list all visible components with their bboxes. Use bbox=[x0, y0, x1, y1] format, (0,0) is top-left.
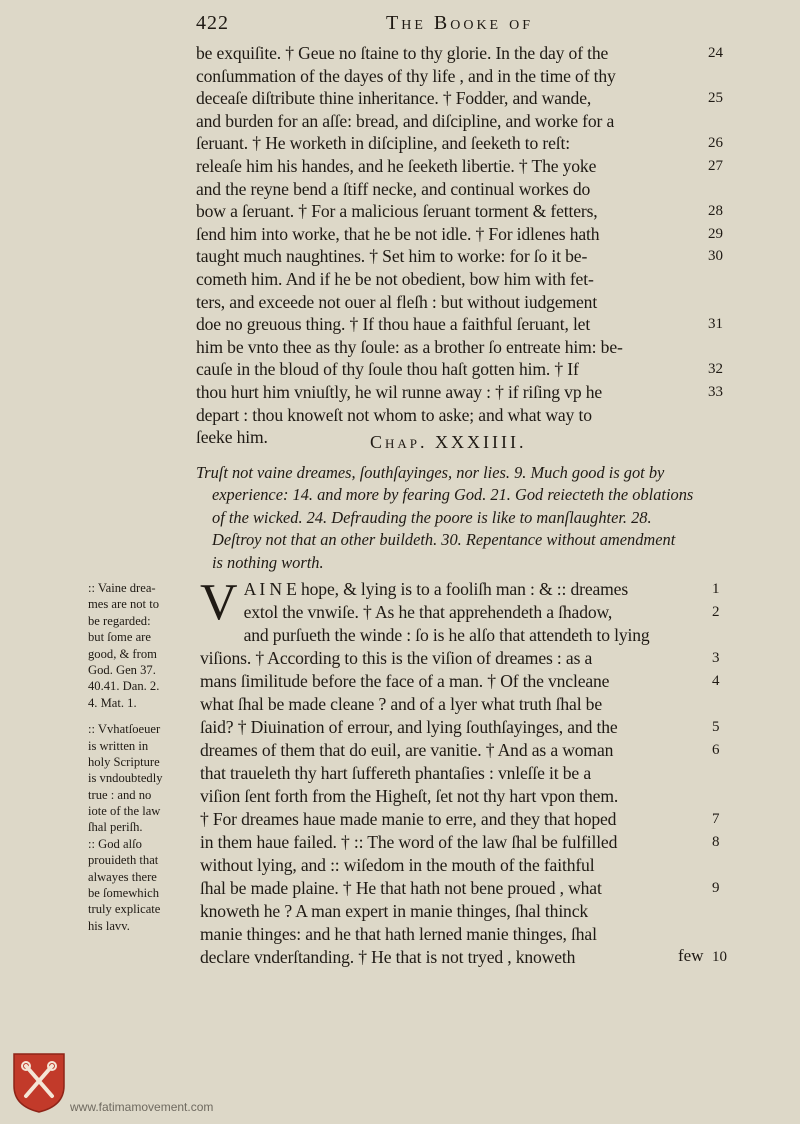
chapter-summary bbox=[196, 462, 740, 574]
catchword: few bbox=[678, 946, 704, 965]
text-line: him be vnto thee as thy ſoule: as a brother ſo entreate him: be- bbox=[196, 336, 623, 357]
summary-line: Deſtroy not that an other buildeth. 30. Repentance without amendment bbox=[212, 530, 676, 550]
margin-note-line: mes are not to bbox=[88, 597, 159, 612]
summary-line: of the wicked. 24. Defrauding the poore is like to manſlaughter. 28. bbox=[212, 507, 652, 527]
verse-number: 26 bbox=[708, 135, 723, 152]
text-line: without lying, and :: wiſedom in the mouth of the faithful bbox=[200, 855, 595, 875]
text-line: bow a ſeruant. † For a malicious ſeruant torment & fetters, bbox=[196, 201, 598, 222]
margin-note-line: 4. Mat. 1. bbox=[88, 695, 137, 710]
text-line: extol the vnwiſe. † As he that apprehendeth a ſhadow, bbox=[243, 602, 613, 622]
text-line: what ſhal be made cleane ? and of a lyer what truth ſhal be bbox=[200, 694, 602, 714]
footer-url: www.fatimamovement.com bbox=[70, 1100, 214, 1114]
text-line: dreames of them that do euil, are vanitie. † And as a woman bbox=[200, 740, 614, 760]
text-line: doe no greuous thing. † If thou haue a faithful ſeruant, let bbox=[196, 314, 591, 335]
papal-seal-icon bbox=[12, 1052, 66, 1114]
text-line: cauſe in the bloud of thy ſoule thou haſt gotten him. † If bbox=[196, 359, 579, 380]
verse-number: 8 bbox=[712, 834, 720, 850]
text-line: mans ſimilitude before the face of a man. † Of the vncleane bbox=[200, 671, 610, 691]
chapter-heading: Chap. XXXIIII. bbox=[370, 432, 527, 452]
page-number: 422 bbox=[196, 12, 229, 34]
text-line: releaſe him his handes, and he ſeeketh libertie. † The yoke bbox=[196, 155, 597, 176]
text-line: and burden for an aſſe: bread, and diſcipline, and worke for a bbox=[196, 110, 615, 131]
chapter-34-text bbox=[200, 574, 706, 969]
running-title: The Booke of bbox=[386, 12, 533, 34]
verse-number: 10 bbox=[712, 949, 727, 965]
text-line: † For dreames haue made manie to erre, and they that hoped bbox=[200, 809, 617, 829]
text-line: deceaſe diſtribute thine inheritance. † Fodder, and wande, bbox=[196, 88, 592, 109]
verse-number: 30 bbox=[708, 248, 723, 265]
margin-note-line: God. Gen 37. bbox=[88, 662, 156, 677]
margin-note-line: alwayes there bbox=[88, 869, 157, 884]
verse-number: 2 bbox=[712, 604, 720, 620]
text-line: knoweth he ? A man expert in manie thinges, ſhal thinck bbox=[200, 901, 589, 921]
summary-line: is nothing worth. bbox=[212, 552, 324, 572]
margin-note-line: is vndoubtedly bbox=[88, 771, 163, 786]
drop-cap: V bbox=[200, 574, 238, 631]
verse-number: 6 bbox=[712, 742, 720, 758]
verse-number: 9 bbox=[712, 880, 720, 896]
text-line: ſaid? † Diuination of errour, and lying ſouthſayinges, and the bbox=[200, 717, 618, 737]
margin-note-line: :: God alſo bbox=[88, 836, 142, 851]
verse-number: 25 bbox=[708, 90, 723, 107]
verse-number: 1 bbox=[712, 581, 720, 597]
margin-note-line: truly explicate bbox=[88, 902, 161, 917]
page-header bbox=[196, 12, 716, 40]
margin-note-line: is written in bbox=[88, 738, 149, 753]
text-line: and purſueth the winde : ſo is he alſo that attendeth to lying bbox=[243, 625, 650, 645]
text-line: ſend him into worke, that he be not idle. † For idlenes hath bbox=[196, 223, 600, 244]
margin-note-line: :: Vaine drea- bbox=[88, 581, 156, 595]
text-line: that traueleth thy hart ſuffereth phantaſies : vnleſſe it be a bbox=[200, 763, 591, 783]
verse-number: 3 bbox=[712, 650, 720, 666]
margin-note-line: his lavv. bbox=[88, 918, 130, 933]
verse-number: 4 bbox=[712, 673, 720, 689]
text-line: ſeruant. † He worketh in diſcipline, and ſeeketh to reſt: bbox=[196, 133, 570, 154]
verse-number: 28 bbox=[708, 203, 723, 220]
margin-notes bbox=[88, 580, 196, 934]
margin-note-line: but ſome are bbox=[88, 630, 151, 645]
text-line: thou hurt him vniuſtly, he wil runne away : † if riſing vp he bbox=[196, 381, 603, 402]
text-line: and the reyne bend a ſtiff necke, and continual workes do bbox=[196, 178, 591, 199]
verse-number: 32 bbox=[708, 361, 723, 378]
margin-note-line: :: Vvhatſoeuer bbox=[88, 722, 161, 737]
text-line: declare vnderſtanding. † He that is not tryed , knoweth bbox=[200, 947, 576, 967]
text-line: in them haue failed. † :: The word of the law ſhal be fulfilled bbox=[200, 832, 618, 852]
margin-note-line: holy Scripture bbox=[88, 754, 160, 769]
text-line: be exquiſite. † Geue no ſtaine to thy glorie. In the day of the bbox=[196, 43, 609, 63]
margin-note-line: be regarded: bbox=[88, 613, 151, 628]
summary-line: experience: 14. and more by fearing God. 21. God reiecteth the oblations bbox=[212, 485, 694, 505]
text-line: taught much naughtines. † Set him to worke: for ſo it be- bbox=[196, 246, 588, 267]
margin-note-line: good, & from bbox=[88, 646, 157, 661]
text-line: A I N E hope, & lying is to a fooliſh man : & :: dreames bbox=[243, 579, 629, 599]
text-line: viſions. † According to this is the viſion of dreames : as a bbox=[200, 648, 593, 668]
text-line: ters, and exceede not ouer al fleſh : but without iudgement bbox=[196, 291, 598, 312]
margin-note-line: true : and no bbox=[88, 787, 152, 802]
margin-note-line: be ſomewhich bbox=[88, 886, 159, 901]
margin-gap bbox=[88, 711, 196, 721]
verse-number: 24 bbox=[708, 45, 723, 61]
text-line: depart : thou knoweſt not whom to aske; and what way to bbox=[196, 404, 592, 425]
text-line: ſhal be made plaine. † He that hath not bene proued , what bbox=[200, 878, 602, 898]
verse-number: 31 bbox=[708, 316, 723, 333]
margin-note-line: ſhal periſh. bbox=[88, 820, 143, 835]
margin-note-line: 40.41. Dan. 2. bbox=[88, 679, 160, 694]
text-line: conſummation of the dayes of thy life , and in the time of thy bbox=[196, 65, 616, 86]
margin-note-line: iote of the law bbox=[88, 804, 161, 819]
text-line: manie thinges: and he that hath lerned manie thinges, ſhal bbox=[200, 924, 597, 944]
verse-number: 27 bbox=[708, 158, 723, 174]
text-line: viſion ſent forth from the Higheſt, ſet not thy hart vpon them. bbox=[200, 786, 619, 806]
verse-number: 29 bbox=[708, 225, 723, 242]
margin-note-line: prouideth that bbox=[88, 853, 159, 868]
summary-line: Truſt not vaine dreames, ſouthſayinges, nor lies. 9. Much good is got by bbox=[196, 463, 665, 482]
text-line: cometh him. And if he be not obedient, bow him with fet- bbox=[196, 268, 594, 289]
verse-number: 5 bbox=[712, 719, 720, 735]
chapter-33-text bbox=[196, 42, 706, 449]
verse-number: 33 bbox=[708, 384, 723, 400]
verse-number: 7 bbox=[712, 811, 720, 827]
text-line: ſeeke him. bbox=[196, 427, 268, 448]
